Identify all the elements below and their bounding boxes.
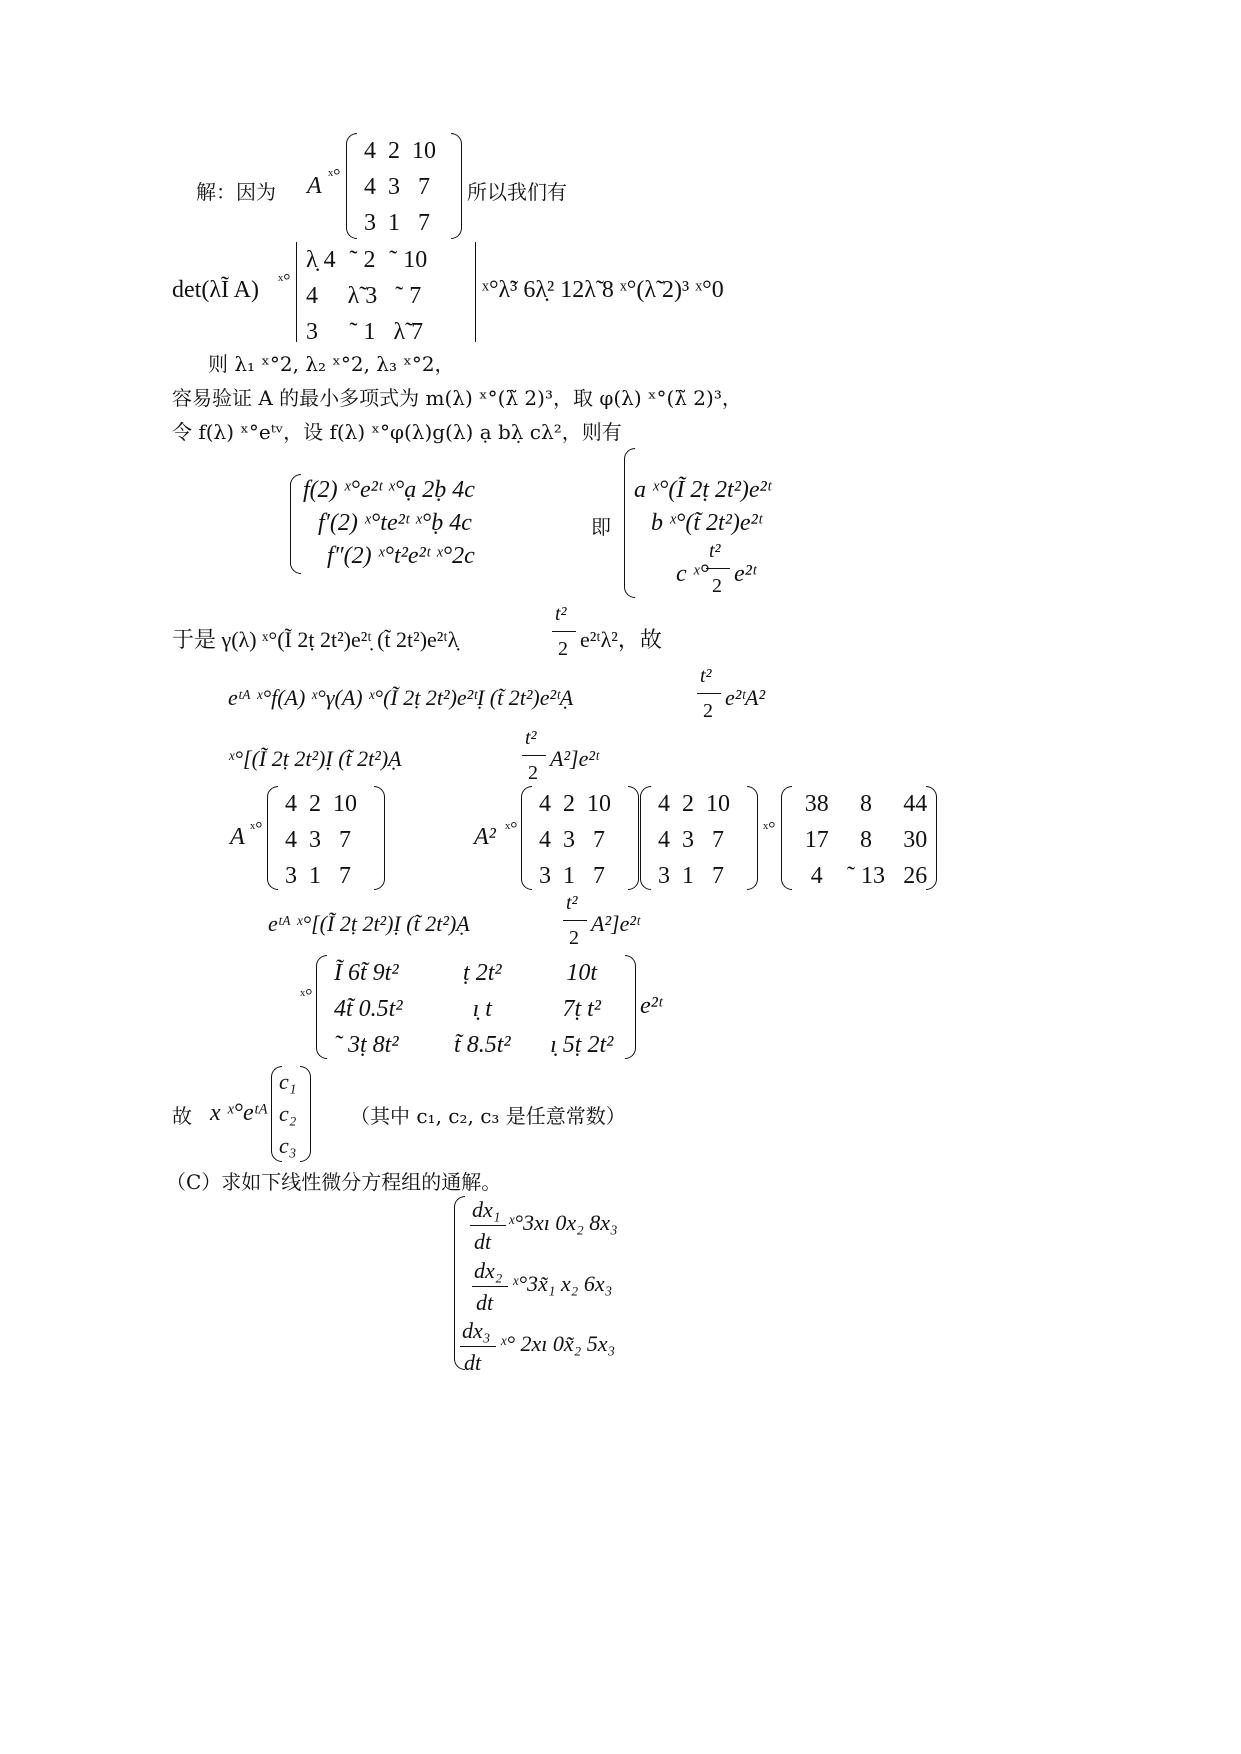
ode2-num: dx₂ (474, 1258, 503, 1283)
ode1-bar (470, 1225, 506, 1226)
minimal-polynomial-line: 容易验证 A 的最小多项式为 m(λ) ˣ°(λ̃ 2)³，取 φ(λ) ˣ°(λ̃ 2)³， (172, 386, 742, 410)
matrix-symbol-A: A (307, 173, 322, 199)
gamma-num: t² (555, 603, 567, 625)
det-matrix: λ̣ 4 ˜ 2 ˜ 10 4 λ̃ 3 ˜ 7 3 ˜ 1 λ̃ 7 (296, 242, 476, 342)
system1-eq3: f″(2) ˣ°t²e²ᵗ ˣ°2c (327, 543, 475, 569)
ode1-num: dx₁ (472, 1197, 501, 1222)
etA-line3-den: 2 (569, 927, 579, 949)
intro-text: 解：因为 (196, 180, 276, 204)
system2-frac-num: t² (709, 540, 721, 562)
det-rhs: ˣ°λ̃³ 6λ̣² 12λ̃ 8 ˣ°(λ̃ 2)³ ˣ°0 (482, 277, 724, 303)
big-matrix: Ĩ 6t̃ 9t² ṭ 2t² 10t 4t̃ 0.5t² ı̣ t 7ṭ t² ˜ 3ṭ 8t² t̃ 8.5t² ı̣ 5ṭ 2t² (316, 955, 636, 1059)
etA-line2-den: 2 (528, 762, 538, 784)
etA-line3-pre: eᵗᴬ ˣ°[(Ĩ 2ṭ 2t²)Ị (t̃ 2t²)Ạ (268, 911, 470, 936)
system2-frac-den: 2 (712, 575, 722, 597)
ode3-bar (460, 1346, 496, 1347)
system2-eq2: b ˣ°(t̃ 2t²)e²ᵗ (651, 510, 762, 536)
etA-line3-post: A²]e²ᵗ (591, 911, 640, 936)
intro-suffix: 所以我们有 (467, 180, 567, 204)
solution-prefix: 故 (172, 1104, 192, 1128)
A2-label: A² (474, 824, 496, 850)
system1-eq1: f(2) ˣ°e²ᵗ ˣ°ạ 2ḅ 4c (303, 477, 475, 503)
ode1-rhs: ˣ°3xı 0x₂ 8x₃ (508, 1210, 618, 1235)
etA-line1-post: e²ᵗA² (725, 685, 766, 710)
etA-line1-bar (697, 693, 721, 694)
gamma-post: e²ᵗλ²，故 (580, 627, 662, 652)
ji-label: 即 (591, 515, 611, 539)
A-label: A (230, 824, 245, 850)
etA-line2-post: A²]e²ᵗ (550, 746, 599, 771)
gamma-pre: 于是 γ(λ) ˣ°(Ĩ 2ṭ 2t²)e²ᵗ̣ (t̃ 2t²)e²ᵗλ̣ (172, 627, 459, 652)
etA-line3-bar (563, 920, 587, 921)
A-equals: ˣ° (250, 818, 263, 838)
eigenvalues-line: 则 λ₁ ˣ°2, λ₂ ˣ°2, λ₃ ˣ°2， (208, 352, 455, 376)
gamma-den: 2 (558, 638, 568, 660)
big-matrix-tail: e²ᵗ (640, 993, 662, 1019)
etA-line2-bar (522, 755, 546, 756)
A2-equals: ˣ° (505, 818, 518, 838)
det-lhs: det(λĨ A) (172, 277, 259, 303)
ode3-num: dx₃ (462, 1318, 491, 1343)
matrix-A-2: 4 2 10 4 3 7 3 1 7 (267, 786, 385, 890)
etA-line1-den: 2 (703, 700, 713, 722)
solution-x: x ˣ°eᵗᴬ (210, 1100, 268, 1126)
matrix-A2-result: 38 8 44 17 8 30 4 ˜ 13 26 (781, 786, 937, 890)
etA-line2-pre: ˣ°[(Ĩ 2ṭ 2t²)Ị (t̃ 2t²)Ạ (228, 746, 402, 771)
system1-eq2: f′(2) ˣ°te²ᵗ ˣ°ḅ 4c (318, 510, 472, 536)
system1-brace (290, 474, 301, 574)
etA-line1-num: t² (700, 665, 712, 687)
det-equals: ˣ° (278, 270, 291, 290)
system2-frac-tail: e²ᵗ (734, 561, 756, 587)
solution-vector: c₁ c₂ c₃ (271, 1066, 311, 1162)
system2-eq3: c ˣ° (676, 561, 710, 587)
equals-sign: ˣ° (328, 165, 341, 185)
etA-line2-num: t² (525, 727, 537, 749)
ode2-bar (472, 1286, 508, 1287)
part-c-heading: （C）求如下线性微分方程组的通解。 (166, 1170, 502, 1194)
solution-note: （其中 c₁, c₂, c₃ 是任意常数） (350, 1104, 626, 1128)
matrix-A-4: 4 2 10 4 3 7 3 1 7 (640, 786, 758, 890)
etA-line1-pre: eᵗᴬ ˣ°f(A) ˣ°γ(A) ˣ°(Ĩ 2ṭ 2t²)e²ᵗỊ (t̃ 2t²)e²ᵗẠ (228, 685, 574, 710)
ode2-den: dt (476, 1290, 494, 1315)
system2-eq1: a ˣ°(Ĩ 2ṭ 2t²)e²ᵗ (634, 477, 771, 503)
matrix-A-1: 4 2 10 4 3 7 3 1 7 (346, 133, 462, 239)
system2-brace (624, 448, 635, 598)
etA-line3-num: t² (566, 892, 578, 914)
ode1-den: dt (474, 1229, 492, 1254)
ode2-rhs: ˣ°3x̃₁ x₂ 6x₃ (512, 1271, 613, 1296)
let-f-line: 令 f(λ) ˣ°eᵗᵛ，设 f(λ) ˣ°φ(λ)g(λ) ạ bλ̣ cλ²，则有 (172, 420, 622, 444)
ode3-rhs: ˣ° 2xı 0x̃₂ 5x₃ (500, 1331, 616, 1356)
ode3-den: dt (464, 1350, 482, 1375)
gamma-frac-bar (552, 631, 576, 632)
matrix-A-3: 4 2 10 4 3 7 3 1 7 (521, 786, 639, 890)
system2-frac-bar (706, 568, 730, 569)
A2-result-equals: ˣ° (763, 818, 776, 838)
big-matrix-equals: ˣ° (300, 985, 313, 1005)
